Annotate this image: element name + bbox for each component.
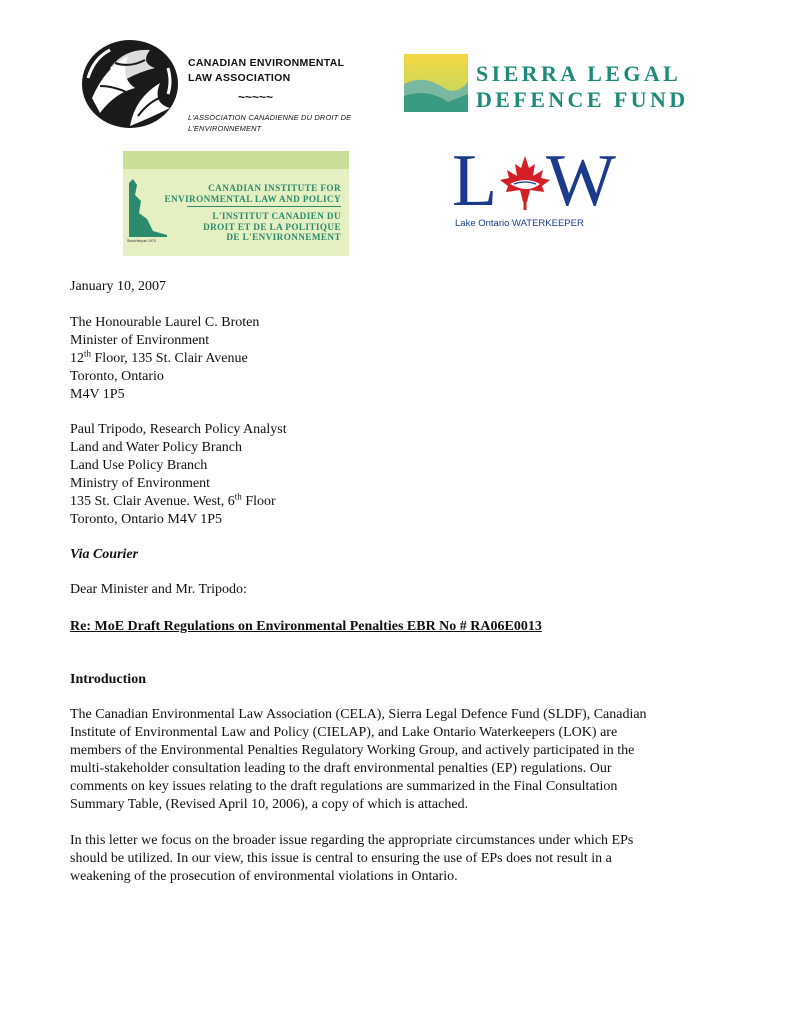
landscape-icon [404, 54, 468, 112]
recipient1-postal: M4V 1P5 [70, 387, 125, 402]
paragraph-1 [70, 706, 647, 814]
salutation: Dear Minister and Mr. Tripodo: [70, 582, 247, 597]
recipient1-name: The Honourable Laurel C. Broten [70, 315, 260, 330]
cela-title [188, 56, 344, 86]
cielap-french-name [203, 211, 341, 243]
cela-logo [80, 38, 180, 130]
cielap-since: Since/depuis 1970 [127, 239, 156, 243]
waterkeeper-letter-w: W [546, 140, 616, 222]
para1-line: Institute of Environmental Law and Policy (CIELAP), and Lake Ontario Waterkeepers (LOK) are [70, 725, 618, 740]
recipient1-title: Minister of Environment [70, 333, 210, 348]
recipient-address-1 [70, 314, 259, 404]
recipient1-floor: 12th Floor, 135 St. Clair Avenue [70, 348, 248, 366]
recipient2-branch1: Land and Water Policy Branch [70, 440, 243, 455]
cela-fr-line2: L'ENVIRONNEMENT [188, 124, 262, 133]
maple-leaf-icon [498, 154, 552, 212]
cielap-fr-line3: DE L'ENVIRONNEMENT [226, 232, 341, 242]
para1-line: comments on key issues relating to the draft regulations are summarized in the Final Consultation [70, 779, 618, 794]
para1-line: Summary Table, (Revised April 10, 2006), a copy of which is attached. [70, 797, 469, 812]
sierra-line2: DEFENCE FUND [476, 87, 689, 112]
map-outline-icon [127, 175, 169, 237]
waterkeeper-subtitle: Lake Ontario WATERKEEPER [455, 218, 584, 229]
recipient1-city: Toronto, Ontario [70, 369, 164, 384]
para1-line: members of the Environmental Penalties Regulatory Working Group, and actively participated in the [70, 743, 635, 758]
recipient2-ministry: Ministry of Environment [70, 476, 210, 491]
subject-line: Re: MoE Draft Regulations on Environmental Penalties EBR No # RA06E0013 [70, 619, 542, 634]
cielap-logo [123, 151, 349, 256]
cela-title-line1: CANADIAN ENVIRONMENTAL [188, 57, 345, 69]
cielap-divider [187, 206, 341, 207]
recipient-address-2 [70, 421, 287, 529]
cela-tilde: ~~~~~ [238, 90, 274, 104]
paragraph-2 [70, 832, 633, 886]
cielap-en-line2: ENVIRONMENTAL LAW AND POLICY [164, 193, 341, 204]
recipient2-name: Paul Tripodo, Research Policy Analyst [70, 422, 287, 437]
letter-date: January 10, 2007 [70, 279, 167, 294]
waterkeeper-letter-l: L [452, 140, 498, 222]
recipient2-address: 135 St. Clair Avenue. West, 6th Floor [70, 491, 276, 509]
para1-line: multi-stakeholder consultation leading to the draft environmental penalties (EP) regulations. Our [70, 761, 612, 776]
cela-title-line2: LAW ASSOCIATION [188, 72, 291, 84]
recipient2-city: Toronto, Ontario M4V 1P5 [70, 512, 222, 527]
introduction-heading: Introduction [70, 672, 146, 687]
para2-line: In this letter we focus on the broader issue regarding the appropriate circumstances under which EPs [70, 833, 634, 848]
sierra-line1: SIERRA LEGAL [476, 61, 682, 86]
delivery-method: Via Courier [70, 547, 139, 562]
sierra-logo [404, 54, 468, 112]
waterkeeper-logo [452, 140, 622, 234]
cielap-fr-line2: DROIT ET DE LA POLITIQUE [203, 221, 341, 232]
sierra-name [476, 61, 689, 113]
cela-fr-line1: L'ASSOCIATION CANADIENNE DU DROIT DE [188, 113, 352, 122]
para2-line: should be utilized. In our view, this issue is central to ensuring the use of EPs does not result in a [70, 851, 612, 866]
recipient2-branch2: Land Use Policy Branch [70, 458, 208, 473]
cielap-en-line1: CANADIAN INSTITUTE FOR [208, 183, 341, 193]
cela-french-name [188, 112, 351, 134]
para1-line: The Canadian Environmental Law Association (CELA), Sierra Legal Defence Fund (SLDF), Canadian [70, 707, 647, 722]
para2-line: weakening of the prosecution of environmental violations in Ontario. [70, 869, 458, 884]
leaf-emblem-icon [80, 38, 180, 130]
cielap-english-name [164, 183, 341, 204]
cielap-fr-line1: L'INSTITUT CANADIEN DU [212, 211, 341, 221]
